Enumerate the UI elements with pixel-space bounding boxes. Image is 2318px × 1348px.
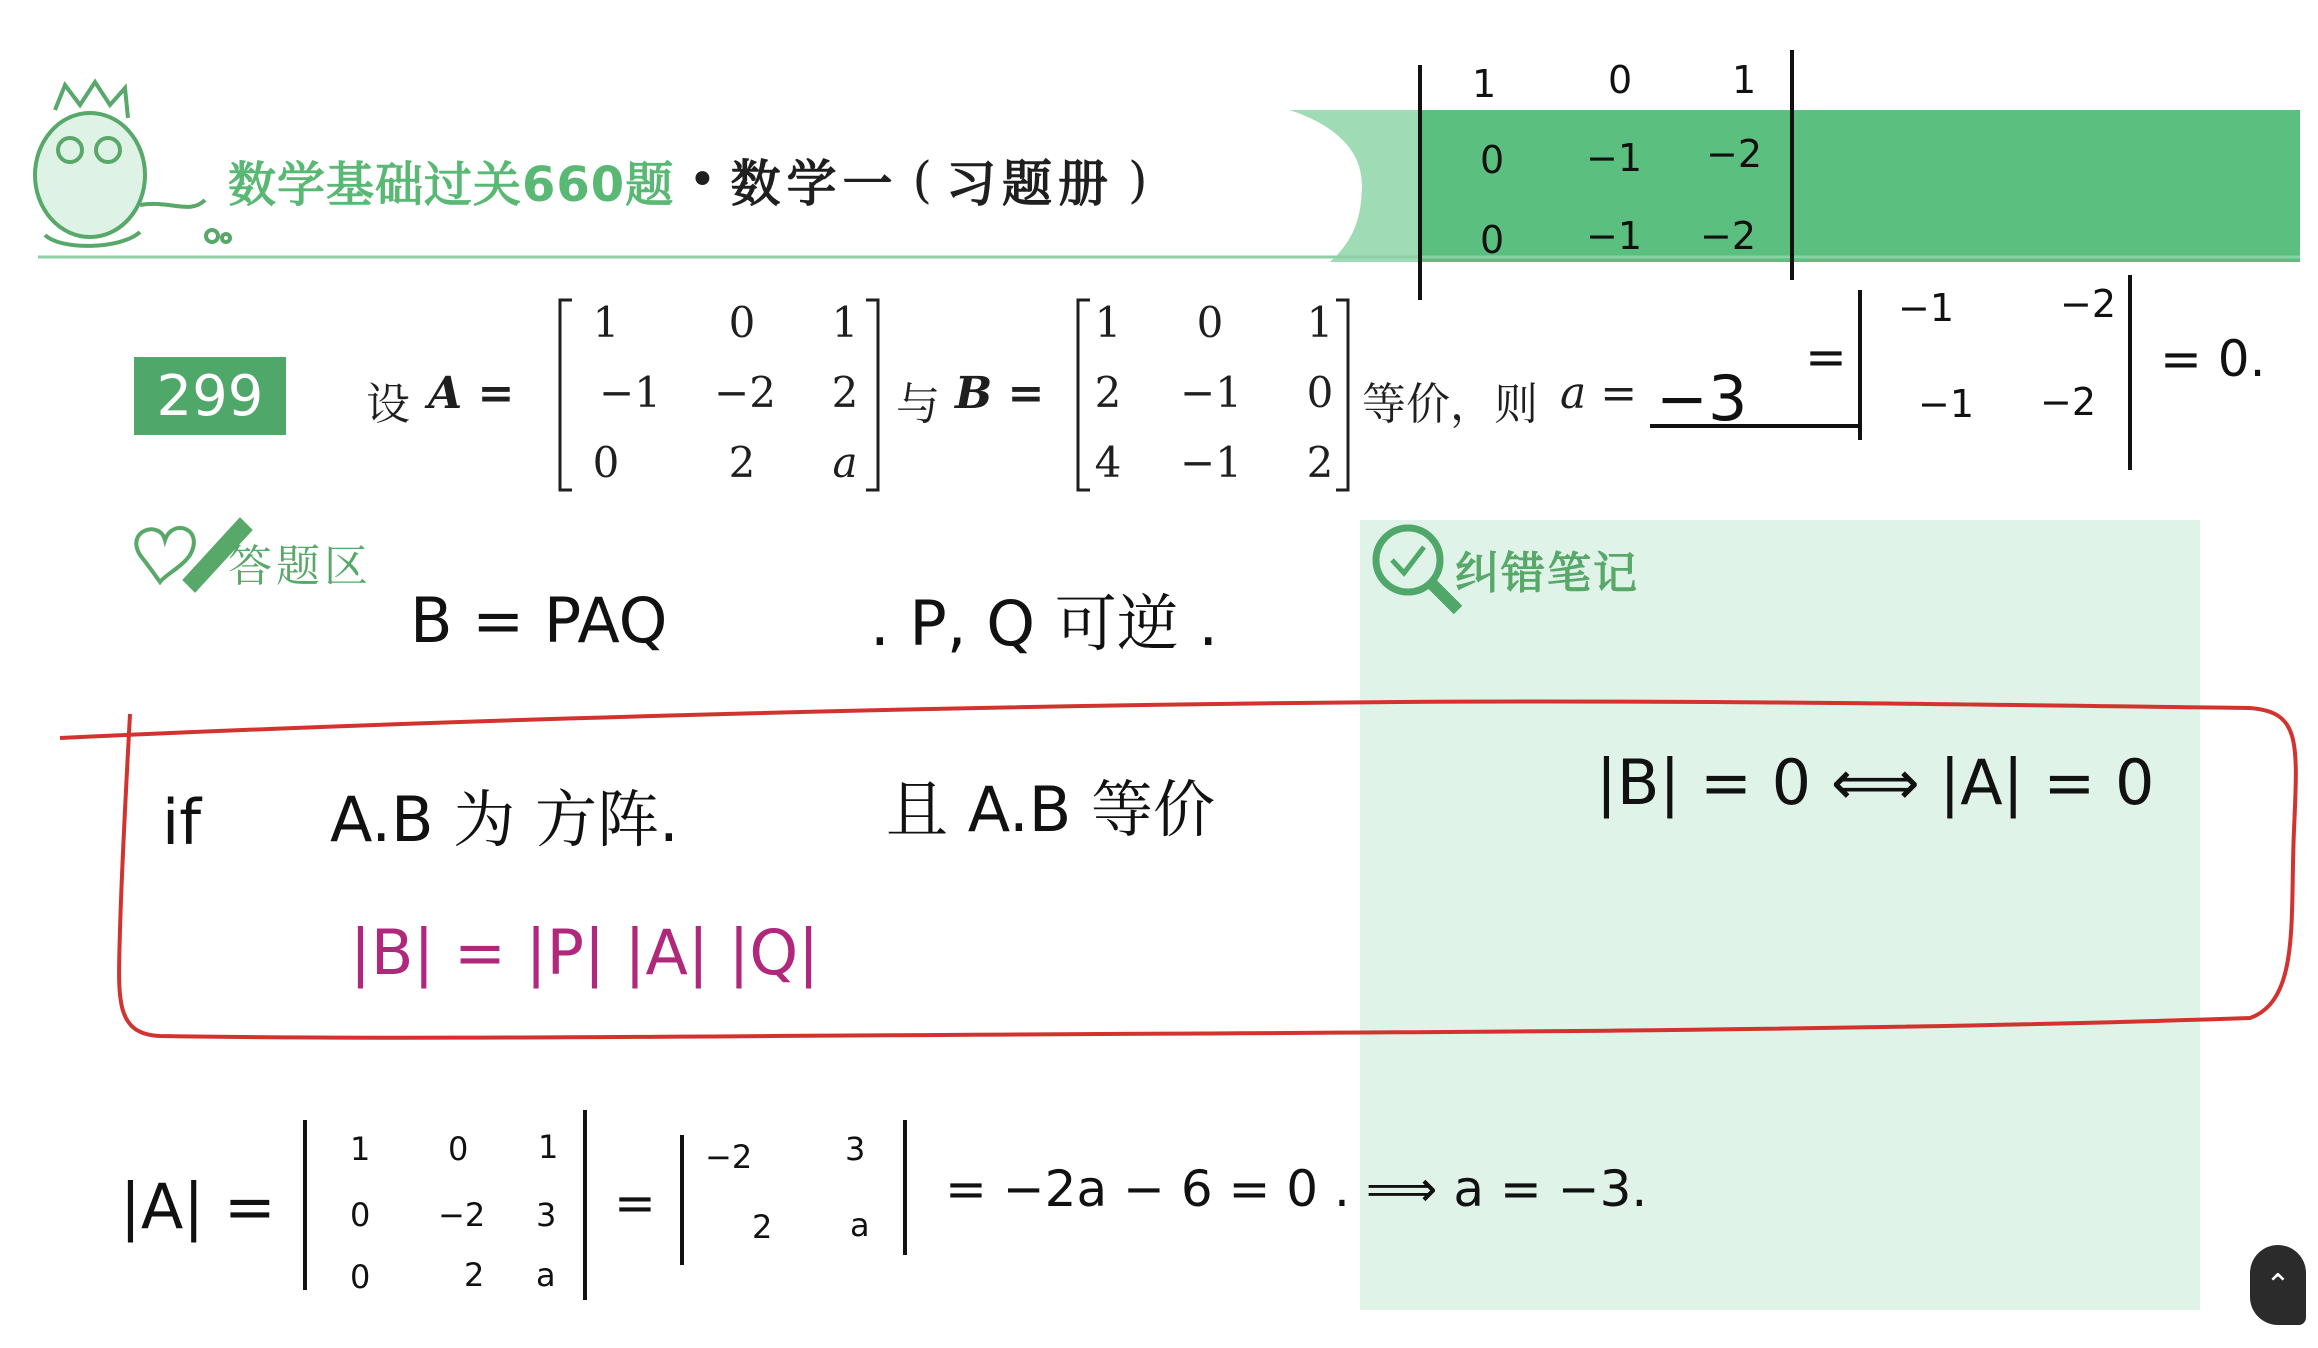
matrix-cell: 4 bbox=[1094, 438, 1122, 487]
matrix-cell: 1 bbox=[1094, 298, 1122, 347]
hw-calc-lhs: |A| = bbox=[120, 1170, 276, 1243]
question-connector: 与 bbox=[896, 379, 940, 430]
det-cell: 0 bbox=[1480, 138, 1505, 182]
question-prefix: 设 bbox=[366, 379, 410, 430]
det-cell: 1 bbox=[350, 1130, 371, 1168]
matrix-cell: −1 bbox=[1180, 438, 1242, 487]
det-cell: 1 bbox=[538, 1128, 559, 1166]
det-cell: 0 bbox=[448, 1130, 469, 1168]
det-cell: 3 bbox=[845, 1130, 866, 1168]
hw-line-b-paq: B = PAQ bbox=[410, 584, 668, 657]
label-A: A = bbox=[428, 368, 515, 419]
scroll-to-top-button[interactable] bbox=[2250, 1245, 2306, 1325]
det-cell: −2 bbox=[705, 1138, 753, 1176]
question-number-badge: 299 bbox=[134, 357, 286, 435]
det-cell: 0 bbox=[1608, 58, 1633, 102]
det-cell: −1 bbox=[1586, 214, 1643, 258]
chevron-up-icon: ⌃ bbox=[2265, 1267, 2291, 1303]
paren-left: ( bbox=[912, 151, 933, 209]
matrix-cell: 1 bbox=[1306, 298, 1334, 347]
matrix-cell: a bbox=[832, 438, 858, 487]
label-B: B = bbox=[955, 368, 1045, 419]
hw-and-clause: 且 A.B 等价 bbox=[886, 773, 1215, 846]
hw-if-clause: A.B 为 方阵. bbox=[330, 783, 679, 856]
hw-calc-equals: = bbox=[614, 1174, 656, 1232]
det-cell: 3 bbox=[536, 1196, 557, 1234]
det-cell: 0 bbox=[350, 1258, 371, 1296]
matrix-cell: 1 bbox=[592, 298, 620, 347]
det-cell: 1 bbox=[1732, 58, 1757, 102]
det-cell: −2 bbox=[2060, 282, 2117, 326]
det-cell: −2 bbox=[438, 1196, 486, 1234]
hw-line-invertible: . P, Q 可逆 . bbox=[870, 587, 1219, 660]
hw-top-equals: = bbox=[1805, 328, 1847, 386]
matrix-brackets bbox=[560, 300, 1348, 490]
question-ask: a = bbox=[1560, 368, 1638, 419]
det-cell: −1 bbox=[1586, 136, 1643, 180]
det-cell: a bbox=[850, 1206, 870, 1244]
matrix-cell: 2 bbox=[1094, 368, 1122, 417]
hw-if: if bbox=[162, 786, 202, 859]
matrix-cell: 0 bbox=[592, 438, 620, 487]
det-cell: a bbox=[536, 1256, 556, 1294]
matrix-cell: 2 bbox=[1306, 438, 1334, 487]
matrix-cell: 2 bbox=[728, 438, 756, 487]
det-cell: −2 bbox=[1706, 132, 1763, 176]
det-cell: 0 bbox=[1480, 218, 1505, 262]
matrix-cell: 0 bbox=[1196, 298, 1224, 347]
handwritten-bars bbox=[305, 50, 2130, 1300]
hw-calc-result: = −2a − 6 = 0 . ⟹ a = −3. bbox=[945, 1160, 1648, 1218]
hw-equivalence: |B| = 0 ⟺ |A| = 0 bbox=[1596, 746, 2155, 819]
det-cell: −1 bbox=[1918, 382, 1975, 426]
det-cell: 1 bbox=[1472, 62, 1497, 106]
matrix-cell: −1 bbox=[1180, 368, 1242, 417]
hw-answer-blank: −3 bbox=[1656, 362, 1748, 435]
det-cell: 2 bbox=[752, 1208, 773, 1246]
det-cell: −2 bbox=[1700, 214, 1757, 258]
det-cell: −1 bbox=[1898, 286, 1955, 330]
matrix-cell: 0 bbox=[1306, 368, 1334, 417]
matrix-cell: 0 bbox=[728, 298, 756, 347]
subject-label: 数学一 bbox=[730, 154, 899, 213]
det-cell: 2 bbox=[464, 1256, 485, 1294]
matrix-cell: −2 bbox=[714, 368, 776, 417]
det-cell: −2 bbox=[2040, 380, 2097, 424]
notes-title: 纠错笔记 bbox=[1455, 548, 1639, 599]
paren-right: ) bbox=[1128, 151, 1148, 209]
book-title: 数学基础过关660题 bbox=[228, 156, 675, 213]
hw-pink-det-product: |B| = |P| |A| |Q| bbox=[350, 916, 820, 989]
det-cell: 0 bbox=[350, 1196, 371, 1234]
volume-label: 习题册 bbox=[946, 154, 1115, 213]
question-suffix: 等价，则 bbox=[1362, 379, 1538, 430]
matrix-cell: 1 bbox=[831, 298, 859, 347]
matrix-cell: 2 bbox=[831, 368, 859, 417]
answer-area-label: 答题区 bbox=[228, 541, 372, 592]
hw-minor-result: = 0. bbox=[2160, 330, 2266, 388]
matrix-cell: −1 bbox=[599, 368, 661, 417]
title-separator: • bbox=[688, 152, 717, 208]
